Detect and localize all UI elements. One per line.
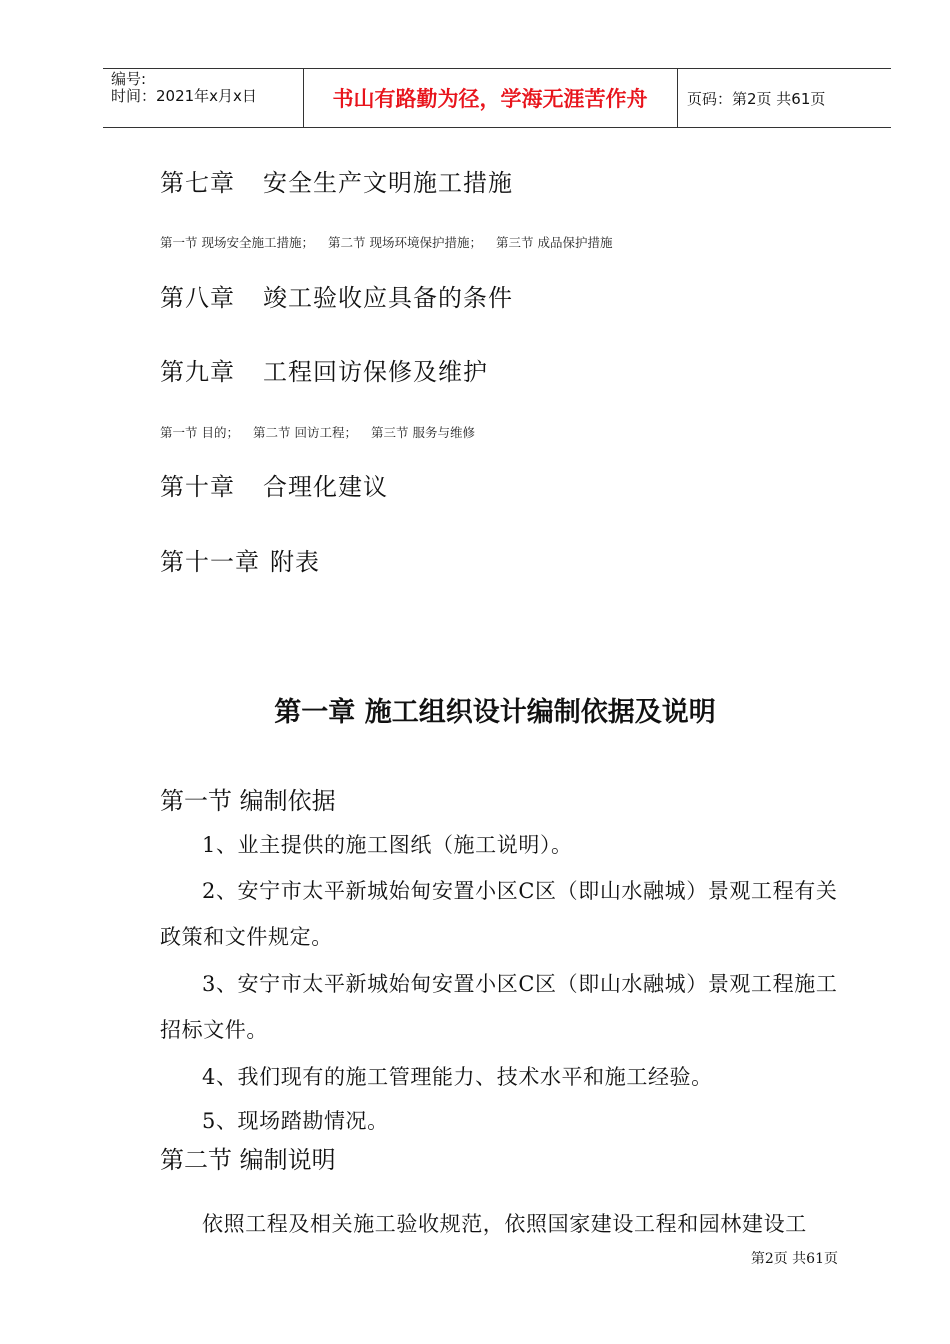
page-footer: 第2页 共61页: [750, 1251, 838, 1267]
toc-chapter-9: [160, 352, 488, 387]
toc-chapter-7: [160, 163, 513, 198]
toc-section: 第二节 现场环境保护措施；: [327, 235, 482, 250]
toc-section: 第一节 现场安全施工措施；: [160, 235, 314, 250]
toc-chapter-8: [160, 278, 513, 313]
paragraph: 5、现场踏勘情况。: [202, 1109, 389, 1133]
toc-chapter-number: 第八章: [160, 284, 235, 312]
toc-chapter-title: 工程回访保修及维护: [263, 358, 488, 386]
header-meta: [111, 71, 257, 105]
toc-sections-7: [160, 233, 612, 251]
toc-chapter-number: 第七章: [160, 169, 235, 197]
toc-chapter-title: 安全生产文明施工措施: [263, 169, 513, 197]
paragraph: 2、安宁市太平新城始甸安置小区C区（即山水融城）景观工程有关: [202, 879, 838, 903]
toc-chapter-number: 第十章: [160, 473, 235, 501]
toc-chapter-11: [160, 542, 320, 577]
toc-sections-9: [160, 423, 475, 441]
toc-chapter-title: 竣工验收应具备的条件: [263, 284, 513, 312]
header-motto: 书山有路勤为径，学海无涯苦作舟: [332, 87, 648, 111]
toc-chapter-number: 第十一章: [160, 548, 260, 576]
paragraph: 3、安宁市太平新城始甸安置小区C区（即山水融城）景观工程施工: [202, 972, 838, 996]
section-title: 第一节 编制依据: [160, 787, 336, 815]
header-time: 时间：2021年x月x日: [111, 87, 257, 105]
toc-chapter-10: [160, 467, 388, 502]
paragraph: 依照工程及相关施工验收规范，依照国家建设工程和园林建设工: [202, 1212, 807, 1236]
section-title: 第二节 编制说明: [160, 1146, 336, 1174]
paragraph: 1、业主提供的施工图纸（施工说明）。: [202, 833, 573, 857]
chapter-title: 第一章 施工组织设计编制依据及说明: [274, 697, 716, 728]
paragraph: 政策和文件规定。: [160, 925, 333, 949]
toc-chapter-title: 合理化建议: [263, 473, 388, 501]
paragraph: 招标文件。: [160, 1018, 268, 1042]
page-header: [103, 68, 891, 128]
toc-section: 第二节 回访工程；: [252, 425, 357, 440]
paragraph: 4、我们现有的施工管理能力、技术水平和施工经验。: [202, 1065, 713, 1089]
toc-chapter-title: 附表: [270, 548, 320, 576]
toc-section: 第三节 成品保护措施: [495, 235, 613, 250]
toc-section: 第三节 服务与维修: [370, 425, 475, 440]
toc-section: 第一节 目的；: [160, 425, 239, 440]
header-divider: [677, 69, 678, 127]
header-number: 编号:: [111, 70, 147, 88]
toc-chapter-number: 第九章: [160, 358, 235, 386]
header-page-number: 页码：第2页 共61页: [687, 90, 826, 108]
